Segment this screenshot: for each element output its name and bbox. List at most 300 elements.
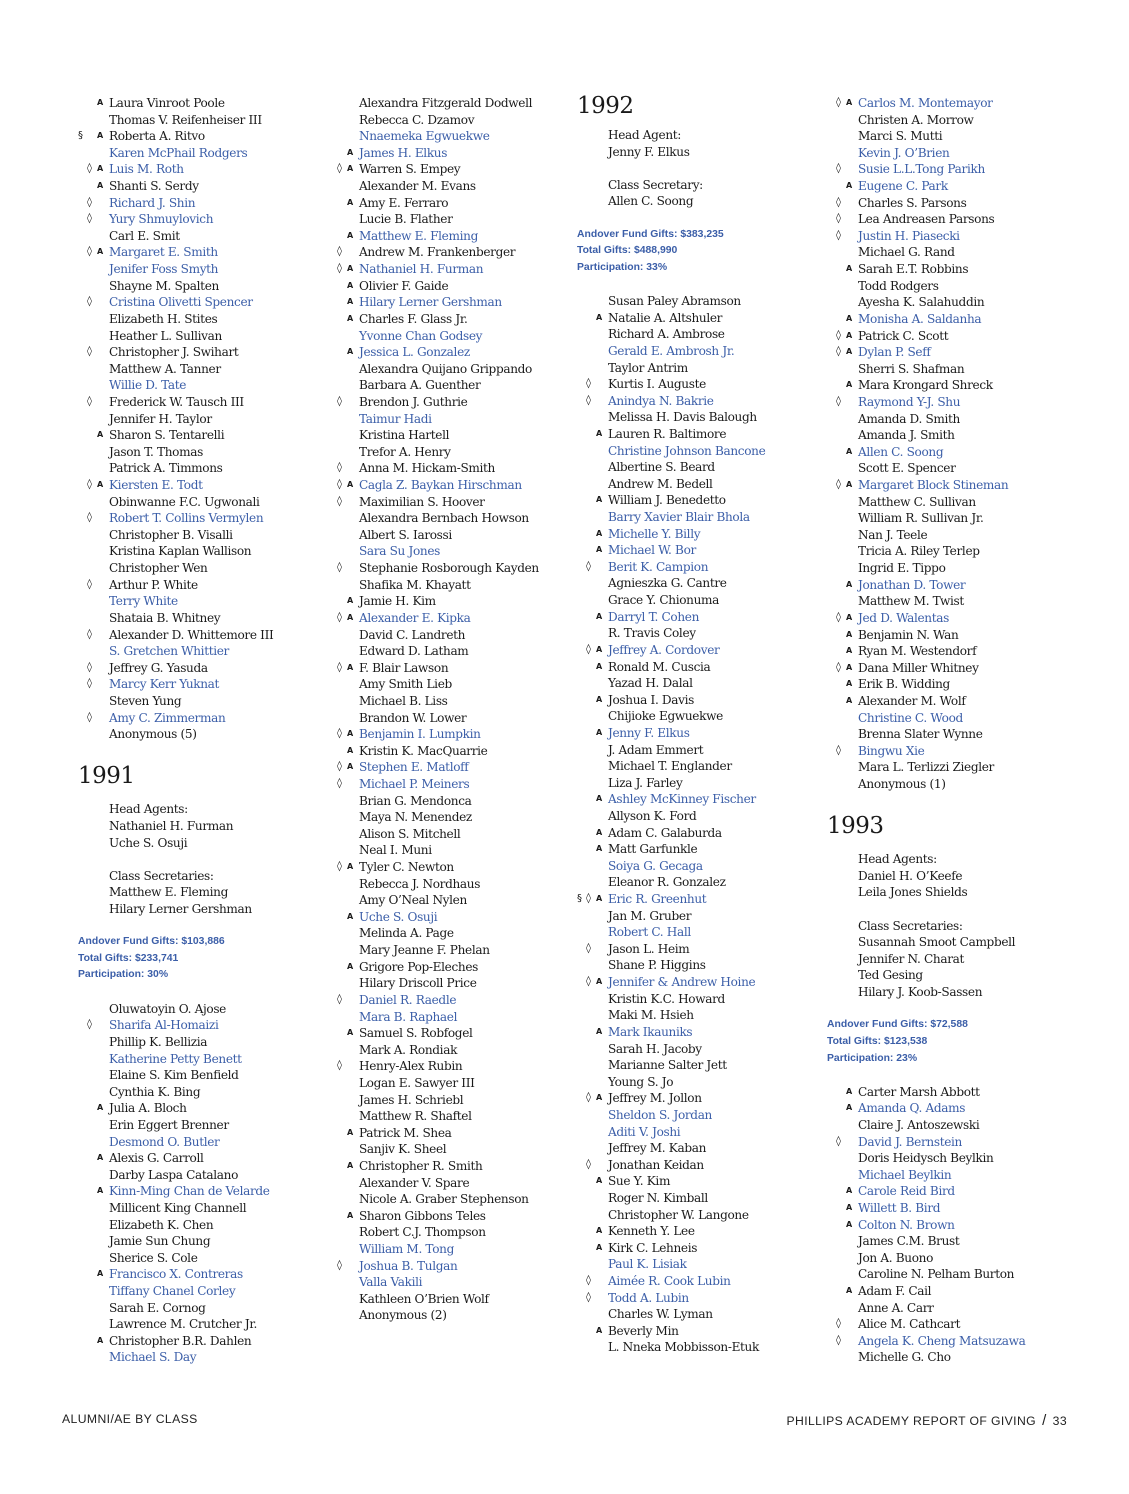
donor-entry: [78, 818, 328, 835]
donor-entry: [328, 743, 578, 760]
donor-markers: [577, 476, 608, 493]
donor-markers: [78, 818, 109, 835]
donor-name: Charles S. Parsons: [858, 195, 967, 210]
donor-name: Jessica L. Gonzalez: [359, 345, 470, 360]
donor-entry: [328, 577, 578, 594]
diamond-icon: ◊: [586, 643, 591, 655]
donor-name: Head Agents:: [858, 852, 937, 867]
a-mark-icon: A: [347, 662, 353, 672]
donor-markers: [577, 592, 608, 609]
donor-name: Kristina Kaplan Wallison: [109, 544, 252, 559]
donor-markers: [78, 627, 109, 644]
donor-entry: [328, 1291, 578, 1308]
donor-entry: [827, 228, 1077, 245]
donor-markers: [577, 874, 608, 891]
donor-entry: [328, 710, 578, 727]
a-mark-icon: A: [596, 1325, 602, 1335]
a-mark-icon: A: [846, 1086, 852, 1096]
donor-name: Taimur Hadi: [359, 411, 432, 426]
donor-markers: [827, 477, 858, 494]
diamond-icon: ◊: [337, 777, 342, 789]
donor-entry: [827, 1233, 1077, 1250]
donor-markers: [827, 178, 858, 195]
donor-name: Albertine S. Beard: [608, 460, 715, 475]
donor-name: Yazad H. Dalal: [608, 676, 693, 691]
a-mark-icon: A: [596, 1176, 602, 1186]
donor-name: Head Agents:: [109, 802, 188, 817]
donor-markers: [78, 660, 109, 677]
donor-name: Mara L. Terlizzi Ziegler: [858, 760, 994, 775]
donor-name: Andrew M. Frankenberger: [359, 245, 516, 260]
diamond-icon: ◊: [337, 246, 342, 258]
donor-name: Trefor A. Henry: [359, 444, 451, 459]
donor-markers: [827, 676, 858, 693]
donor-markers: [827, 967, 858, 984]
donor-markers: [577, 1273, 608, 1290]
donor-name: Mark Ikauniks: [608, 1024, 693, 1039]
giving-statistic: Andover Fund Gifts: $383,235: [577, 228, 724, 240]
donor-entry: [78, 1266, 328, 1283]
donor-name: Robert C. Hall: [608, 925, 691, 940]
donor-name: Jeffrey M. Jollon: [608, 1091, 702, 1106]
donor-markers: [827, 145, 858, 162]
donor-markers: [78, 835, 109, 852]
donor-name: James H. Elkus: [359, 145, 448, 160]
diamond-icon: ◊: [87, 196, 92, 208]
donor-name: Jennifer H. Taylor: [109, 411, 212, 426]
donor-name: Olivier F. Gaide: [359, 278, 449, 293]
donor-name: Michael S. Day: [109, 1350, 197, 1365]
a-mark-icon: A: [347, 264, 353, 274]
donor-name: Karen McPhail Rodgers: [109, 145, 248, 160]
donor-entry: [577, 526, 827, 543]
donor-entry: [328, 1058, 578, 1075]
donor-markers: [328, 228, 359, 245]
donor-entry: [577, 443, 827, 460]
donor-markers: [328, 710, 359, 727]
donor-markers: [78, 676, 109, 693]
a-mark-icon: A: [97, 131, 103, 141]
donor-markers: [328, 1241, 359, 1258]
donor-name: Elizabeth H. Stites: [109, 311, 218, 326]
diamond-icon: ◊: [836, 611, 841, 623]
donor-name: Laura Vinroot Poole: [109, 96, 225, 110]
donor-markers: [78, 244, 109, 261]
diamond-icon: ◊: [836, 395, 841, 407]
donor-name: Patrick A. Timmons: [109, 461, 223, 476]
donor-markers: [827, 128, 858, 145]
donor-entry: [78, 1300, 328, 1317]
donor-entry: [827, 984, 1077, 1001]
diamond-icon: ◊: [87, 661, 92, 673]
donor-markers: [78, 543, 109, 560]
a-mark-icon: A: [347, 1028, 353, 1038]
donor-markers: [328, 560, 359, 577]
donor-markers: [78, 577, 109, 594]
donor-entry: [328, 842, 578, 859]
donor-markers: [78, 1233, 109, 1250]
donor-entry: [328, 1042, 578, 1059]
donor-markers: [577, 409, 608, 426]
donor-entry: [827, 411, 1077, 428]
donor-entry: [78, 1316, 328, 1333]
donor-markers: [78, 427, 109, 444]
donor-entry: [328, 294, 578, 311]
donor-markers: [827, 934, 858, 951]
donor-name: Angela K. Cheng Matsuzawa: [858, 1333, 1026, 1348]
donor-name: Amy C. Zimmerman: [109, 710, 226, 725]
donor-entry: [78, 1117, 328, 1134]
giving-statistic: Andover Fund Gifts: $72,588: [827, 1019, 968, 1031]
donor-markers: [328, 809, 359, 826]
donor-name: Kurtis I. Auguste: [608, 377, 706, 392]
donor-entry: [328, 876, 578, 893]
donor-entry: [577, 592, 827, 609]
donor-markers: [78, 868, 109, 885]
donor-entry: [328, 975, 578, 992]
donor-name: Mara Krongard Shreck: [858, 378, 993, 393]
donor-name: Shayne M. Spalten: [109, 278, 219, 293]
donor-entry: [78, 884, 328, 901]
donor-name: Terry White: [109, 594, 178, 609]
donor-markers: [328, 826, 359, 843]
a-mark-icon: A: [347, 313, 353, 323]
a-mark-icon: A: [347, 280, 353, 290]
donor-markers: [827, 643, 858, 660]
donor-markers: [827, 444, 858, 461]
donor-markers: [328, 95, 359, 112]
a-mark-icon: A: [596, 727, 602, 737]
donor-markers: [827, 776, 858, 793]
donor-name: Hilary Lerner Gershman: [109, 902, 252, 917]
donor-markers: [328, 793, 359, 810]
donor-name: Gerald E. Ambrosh Jr.: [608, 343, 735, 358]
a-mark-icon: A: [347, 197, 353, 207]
diamond-icon: ◊: [836, 1135, 841, 1147]
donor-entry: [78, 510, 328, 527]
donor-entry: [78, 178, 328, 195]
donor-entry: [328, 809, 578, 826]
donor-name: Tyler C. Newton: [359, 860, 454, 875]
donor-markers: [78, 95, 109, 112]
diamond-icon: ◊: [586, 1275, 591, 1287]
donor-name: Christen A. Morrow: [858, 112, 974, 127]
donor-name: Natalie A. Altshuler: [608, 310, 723, 325]
a-mark-icon: A: [596, 644, 602, 654]
a-mark-icon: A: [846, 1103, 852, 1113]
donor-entry: [577, 891, 827, 908]
donor-markers: [328, 1075, 359, 1092]
donor-entry: [827, 884, 1077, 901]
donor-markers: [577, 443, 608, 460]
donor-entry: [328, 1191, 578, 1208]
spacer: [577, 160, 827, 177]
a-mark-icon: A: [347, 961, 353, 971]
donor-entry: [827, 560, 1077, 577]
donor-name: Sheldon S. Jordan: [608, 1107, 712, 1122]
donor-name: Robert C.J. Thompson: [359, 1225, 486, 1240]
a-mark-icon: A: [97, 1103, 103, 1113]
donor-name: Sarah E.T. Robbins: [858, 262, 969, 277]
a-mark-icon: A: [347, 297, 353, 307]
donor-entry: [827, 1349, 1077, 1366]
footer-publication-title: PHILLIPS ACADEMY REPORT OF GIVING: [786, 1414, 1037, 1428]
donor-entry: [577, 924, 827, 941]
donor-name: Shanti S. Serdy: [109, 179, 199, 194]
donor-name: Anna M. Hickam-Smith: [359, 461, 495, 476]
donor-entry: [827, 918, 1077, 935]
donor-markers: [827, 361, 858, 378]
donor-markers: [827, 278, 858, 295]
donor-name: Kristin K. MacQuarrie: [359, 743, 488, 758]
donor-entry: [827, 577, 1077, 594]
donor-name: Anonymous (1): [858, 776, 946, 791]
diamond-icon: ◊: [586, 942, 591, 954]
donor-markers: [577, 609, 608, 626]
donor-entry: [78, 610, 328, 627]
donor-entry: [78, 901, 328, 918]
a-mark-icon: A: [347, 347, 353, 357]
donor-entry: [78, 328, 328, 345]
a-mark-icon: A: [596, 528, 602, 538]
a-mark-icon: A: [347, 480, 353, 490]
donor-markers: [577, 974, 608, 991]
donor-name: James C.M. Brust: [858, 1234, 960, 1249]
donor-markers: [827, 560, 858, 577]
donor-name: Scott E. Spencer: [858, 461, 956, 476]
donor-entry: [78, 627, 328, 644]
donor-entry: [328, 1258, 578, 1275]
donor-name: Nan J. Teele: [858, 527, 928, 542]
donor-name: Uche S. Osuji: [359, 909, 438, 924]
donor-name: Logan E. Sawyer III: [359, 1075, 475, 1090]
donor-name: Michael G. Rand: [858, 245, 955, 260]
donor-name: William R. Sullivan Jr.: [858, 511, 984, 526]
donor-entry: [78, 1001, 328, 1018]
donor-markers: [827, 1233, 858, 1250]
donor-entry: [827, 261, 1077, 278]
donor-markers: [577, 891, 608, 908]
donor-markers: [827, 984, 858, 1001]
donor-name: Sharon Gibbons Teles: [359, 1208, 486, 1223]
donor-markers: [827, 1283, 858, 1300]
donor-entry: [827, 344, 1077, 361]
donor-markers: [577, 758, 608, 775]
donor-name: Julia A. Bloch: [109, 1101, 187, 1116]
a-mark-icon: A: [97, 480, 103, 490]
diamond-icon: ◊: [586, 394, 591, 406]
donor-name: Obinwanne F.C. Ugwonali: [109, 494, 260, 509]
donor-markers: [827, 543, 858, 560]
a-mark-icon: A: [97, 1186, 103, 1196]
donor-markers: [328, 610, 359, 627]
donor-entry: [577, 1157, 827, 1174]
column-2: [328, 95, 578, 1324]
donor-markers: [827, 161, 858, 178]
donor-name: Paul K. Lisiak: [608, 1257, 687, 1272]
donor-entry: [328, 1208, 578, 1225]
donor-name: Sarah H. Jacoby: [608, 1041, 702, 1056]
donor-entry: [577, 1306, 827, 1323]
donor-markers: [328, 1307, 359, 1324]
donor-markers: [827, 411, 858, 428]
giving-statistic: Total Gifts: $123,538: [827, 1035, 928, 1047]
a-mark-icon: A: [596, 1226, 602, 1236]
donor-name: Melissa H. Davis Balough: [608, 410, 757, 425]
donor-markers: [827, 261, 858, 278]
a-mark-icon: A: [97, 1335, 103, 1345]
a-mark-icon: A: [596, 827, 602, 837]
donor-entry: [577, 825, 827, 842]
donor-markers: [328, 1258, 359, 1275]
donor-name: S. Gretchen Whittier: [109, 644, 229, 659]
donor-markers: [328, 1025, 359, 1042]
donor-markers: [328, 859, 359, 876]
donor-name: Caroline N. Pelham Burton: [858, 1267, 1015, 1282]
donor-entry: [328, 643, 578, 660]
donor-entry: [328, 593, 578, 610]
donor-name: Dana Miller Whitney: [858, 660, 979, 675]
donor-entry: [328, 909, 578, 926]
donor-name: David C. Landreth: [359, 627, 466, 642]
donor-entry: [827, 676, 1077, 693]
donor-entry: [78, 394, 328, 411]
donor-entry: [827, 868, 1077, 885]
donor-name: Jonathan Keidan: [608, 1157, 704, 1172]
donor-name: Amy O’Neal Nylen: [359, 893, 467, 908]
donor-entry: [827, 610, 1077, 627]
donor-entry: [78, 294, 328, 311]
donor-markers: [827, 510, 858, 527]
donor-markers: [78, 460, 109, 477]
a-mark-icon: A: [97, 181, 103, 191]
donor-name: Daniel R. Raedle: [359, 992, 457, 1007]
donor-entry: [827, 510, 1077, 527]
donor-markers: [577, 559, 608, 576]
donor-entry: [577, 775, 827, 792]
donor-markers: [78, 560, 109, 577]
donor-markers: [328, 361, 359, 378]
donor-markers: [78, 278, 109, 295]
a-mark-icon: A: [596, 1093, 602, 1103]
donor-markers: [78, 394, 109, 411]
donor-markers: [78, 1349, 109, 1366]
donor-markers: [328, 1274, 359, 1291]
donor-name: Jed D. Walentas: [858, 610, 949, 625]
donor-markers: [827, 1316, 858, 1333]
donor-markers: [78, 1300, 109, 1317]
donor-name: Lea Andreasen Parsons: [858, 212, 995, 227]
donor-markers: [577, 1207, 608, 1224]
donor-markers: [328, 942, 359, 959]
donor-name: Kristina Hartell: [359, 428, 450, 443]
donor-entry: [78, 1034, 328, 1051]
donor-name: Alexander E. Kipka: [359, 610, 471, 625]
donor-entry: [827, 211, 1077, 228]
donor-name: Steven Yung: [109, 693, 182, 708]
donor-markers: [78, 1316, 109, 1333]
donor-markers: [827, 228, 858, 245]
donor-markers: [577, 957, 608, 974]
donor-name: Jenny F. Elkus: [608, 144, 690, 159]
a-mark-icon: A: [846, 347, 852, 357]
donor-name: Maximilian S. Hoover: [359, 494, 485, 509]
donor-markers: [78, 294, 109, 311]
donor-name: Anonymous (2): [359, 1308, 447, 1323]
donor-entry: [328, 411, 578, 428]
donor-name: Barbara A. Guenther: [359, 378, 481, 393]
donor-entry: [328, 95, 578, 112]
donor-markers: [827, 1183, 858, 1200]
donor-entry: [827, 427, 1077, 444]
donor-markers: [328, 593, 359, 610]
donor-name: Dylan P. Seff: [858, 345, 931, 360]
donor-markers: [328, 294, 359, 311]
donor-markers: [78, 112, 109, 129]
donor-entry: [827, 726, 1077, 743]
donor-name: Brian G. Mendonca: [359, 793, 472, 808]
donor-name: William J. Benedetto: [608, 493, 726, 508]
donor-name: Cynthia K. Bing: [109, 1084, 201, 1099]
donor-name: L. Nneka Mobbisson-Etuk: [608, 1340, 759, 1355]
donor-markers: [328, 909, 359, 926]
donor-markers: [328, 543, 359, 560]
donor-markers: [78, 1001, 109, 1018]
donor-name: Sherice S. Cole: [109, 1250, 198, 1265]
donor-entry: [827, 1167, 1077, 1184]
spacer: [577, 210, 827, 227]
a-mark-icon: A: [846, 480, 852, 490]
a-mark-icon: A: [97, 98, 103, 107]
donor-name: Alexandra Fitzgerald Dodwell: [359, 96, 533, 110]
donor-name: Henry-Alex Rubin: [359, 1059, 463, 1074]
donor-markers: [577, 326, 608, 343]
donor-entry: [577, 725, 827, 742]
diamond-icon: ◊: [87, 213, 92, 225]
donor-entry: [328, 311, 578, 328]
donor-entry: [328, 859, 578, 876]
donor-name: Mary Jeanne F. Phelan: [359, 943, 490, 958]
donor-entry: [78, 1200, 328, 1217]
donor-markers: [827, 377, 858, 394]
donor-name: Jennifer N. Charat: [858, 951, 965, 966]
donor-markers: [78, 128, 109, 145]
donor-markers: [577, 127, 608, 144]
donor-markers: [577, 1140, 608, 1157]
donor-entry: [827, 1250, 1077, 1267]
diamond-icon: ◊: [836, 163, 841, 175]
donor-entry: [78, 477, 328, 494]
donor-entry: [328, 959, 578, 976]
donor-entry: [827, 1316, 1077, 1333]
donor-entry: [78, 1283, 328, 1300]
donor-name: Darryl T. Cohen: [608, 609, 700, 624]
donor-markers: [577, 675, 608, 692]
donor-entry: [577, 808, 827, 825]
donor-entry: [78, 460, 328, 477]
donor-entry: [577, 858, 827, 875]
donor-name: Michelle G. Cho: [858, 1350, 951, 1365]
donor-name: Charles F. Glass Jr.: [359, 311, 468, 326]
donor-markers: [78, 527, 109, 544]
donor-entry: [827, 1100, 1077, 1117]
donor-entry: [328, 660, 578, 677]
donor-markers: [328, 842, 359, 859]
donor-name: Tiffany Chanel Corley: [109, 1284, 236, 1299]
donor-markers: [328, 477, 359, 494]
diamond-icon: ◊: [337, 993, 342, 1005]
a-mark-icon: A: [596, 1242, 602, 1252]
